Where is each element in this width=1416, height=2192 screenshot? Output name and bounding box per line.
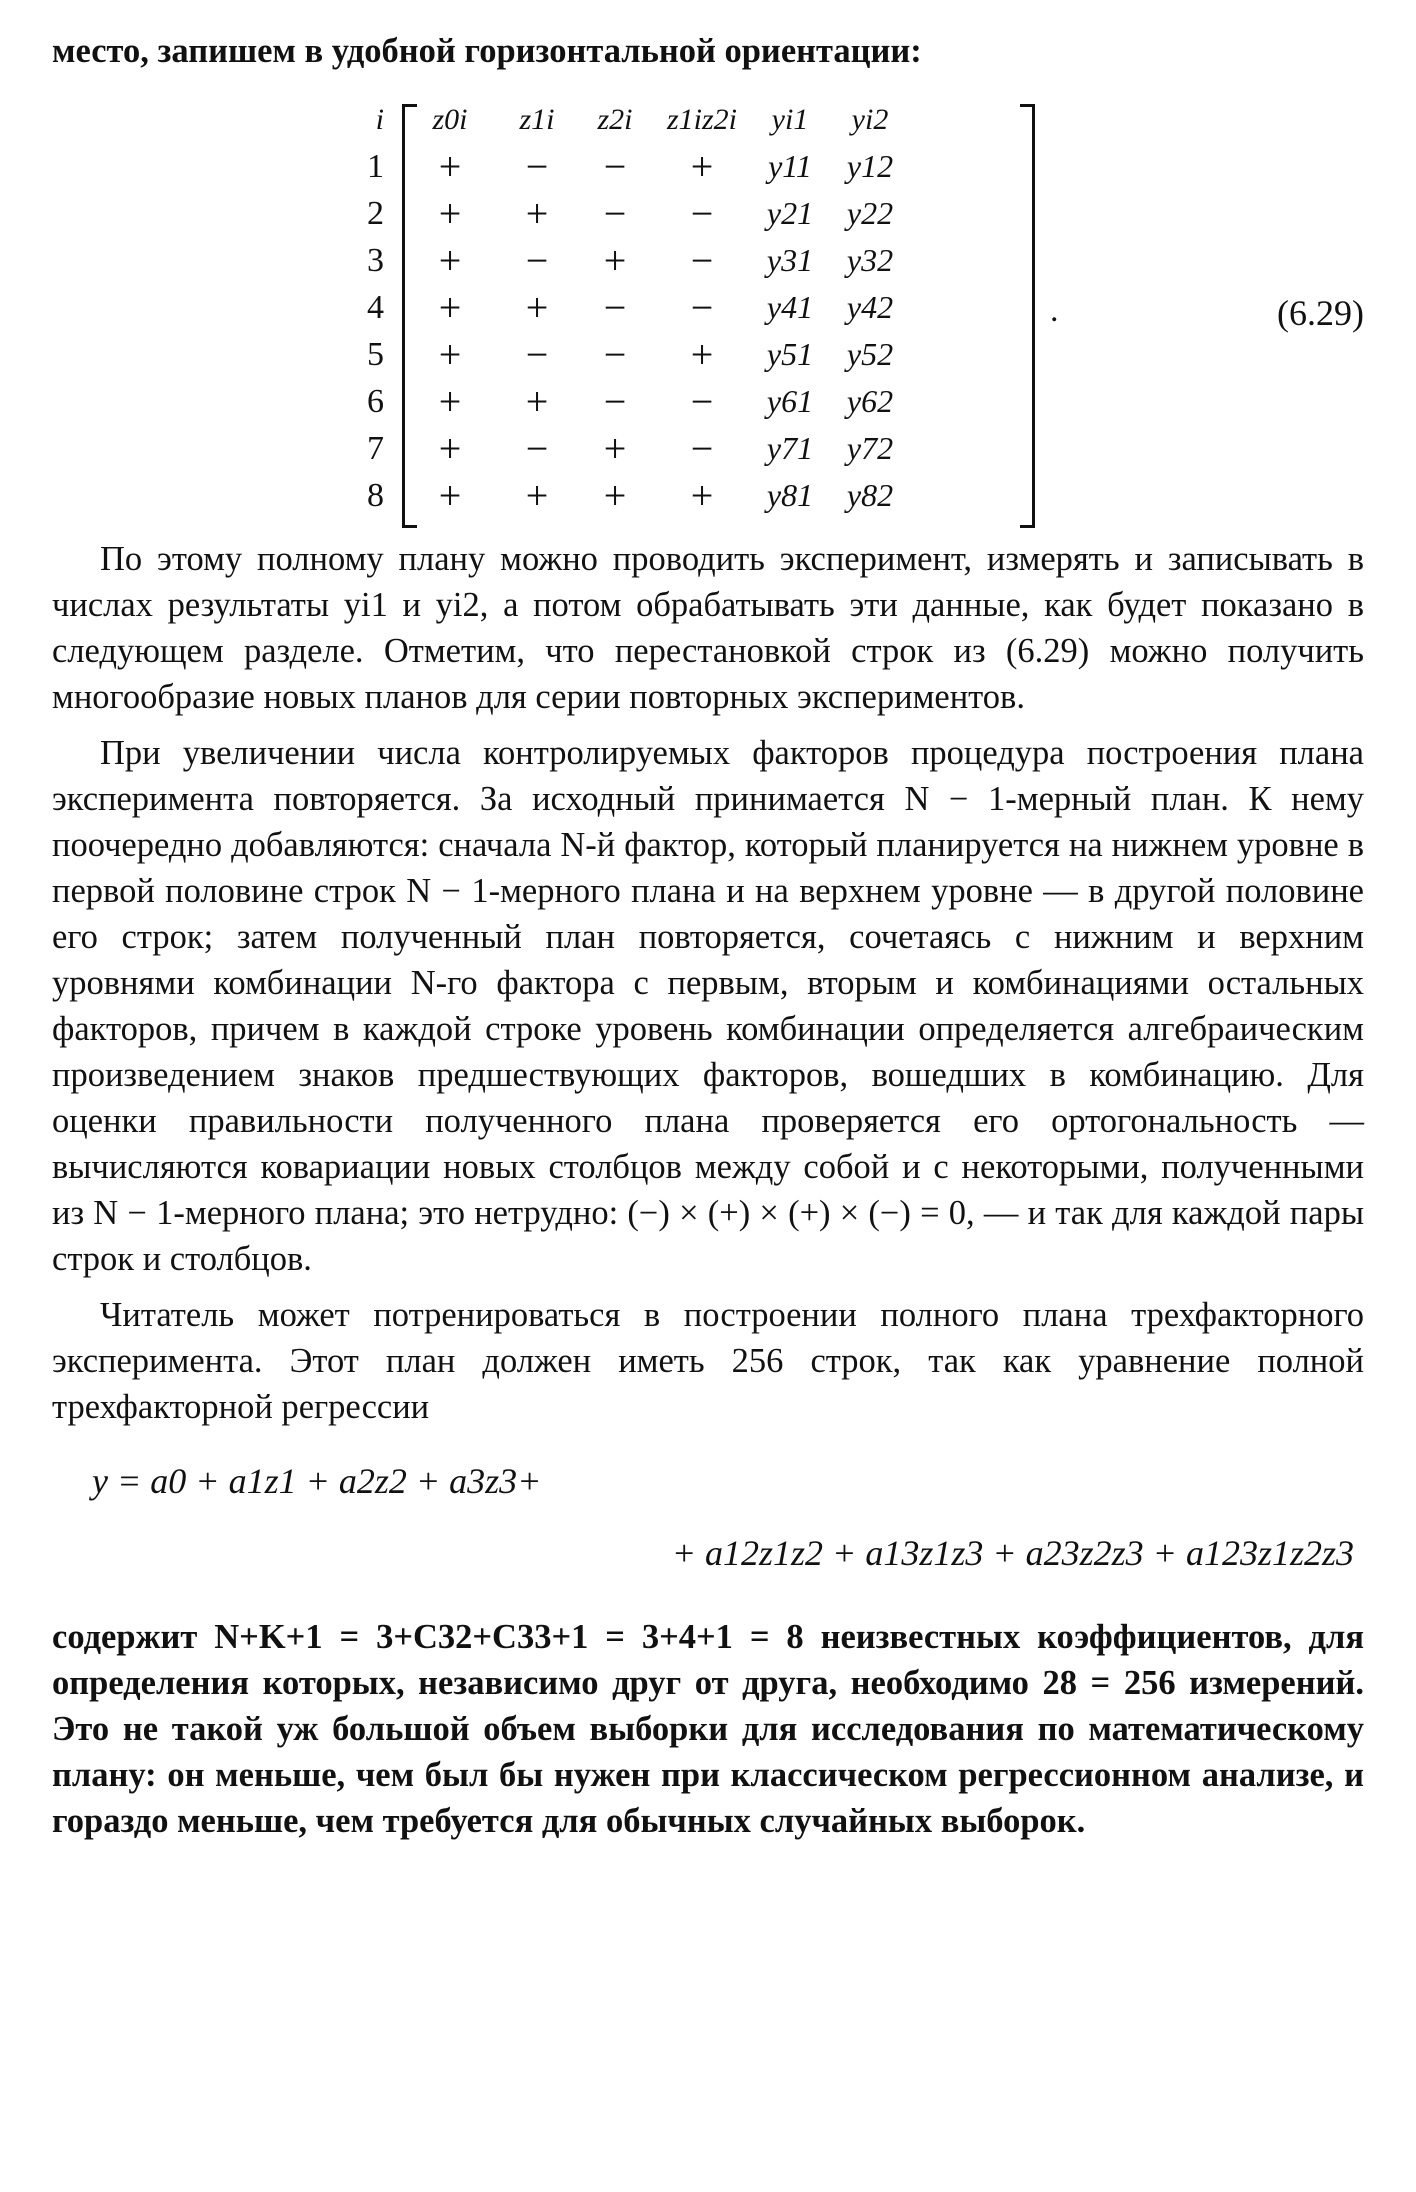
matrix-sign-cell: + [525,379,549,424]
matrix-sign-cell: + [603,238,627,283]
matrix-row-index: 4 [367,289,384,326]
matrix-row [352,284,910,331]
matrix-row-index: 6 [367,383,384,420]
matrix-response-cell: y71 [766,430,814,466]
matrix-response-cell: y31 [766,242,814,278]
paragraph-3: Читатель может потренироваться в построении полного плана трехфакторного эксперимента. Этот план должен иметь 256 строк, так как уравнение полной трехфакторной регрессии [52,1296,1364,1426]
matrix-response-cell: y32 [846,242,894,278]
matrix-sign-cell: + [438,332,462,377]
matrix-response-cell: y41 [766,289,814,325]
matrix-response-cell: y42 [846,289,894,325]
matrix-response-cell: y11 [768,148,812,184]
intro-line: место, запишем в удобной горизонтальной ориентации: [52,32,922,70]
regression-formula [52,1450,1364,1600]
matrix-row-index: 8 [367,477,384,514]
matrix-sign-cell: − [603,379,627,424]
matrix-header-cell: yi2 [851,103,889,136]
matrix-sign-cell: + [438,473,462,518]
matrix-sign-cell: − [690,238,714,283]
matrix-row [352,237,910,284]
matrix-row [352,425,910,472]
matrix-right-bracket [1020,104,1035,528]
matrix-sign-cell: + [690,473,714,518]
matrix-sign-cell: + [525,473,549,518]
matrix-sign-cell: + [603,473,627,518]
paragraph-4: содержит N+K+1 = 3+C32+C33+1 = 3+4+1 = 8 неизвестных коэффициентов, для определения которых, независимо друг от друга, необходимо 28 = 256 измерений. Это не такой уж большой объем выборки для исследования по математическому плану: он меньше, чем был бы нужен при классическом регрессионном анализе, и гораздо меньше, чем требуется для обычных случайных выборок. [52,1618,1364,1840]
matrix-sign-cell: + [525,285,549,330]
page [52,28,1364,1844]
formula-line-1: y = a0 + a1z1 + a2z2 + a3z3+ [92,1461,542,1501]
matrix-response-cell: y81 [766,477,814,513]
matrix-row [352,190,910,237]
matrix-header-cell: z2i [597,103,633,136]
matrix-row-index: 3 [367,242,384,279]
matrix-sign-cell: + [438,191,462,236]
matrix-row [352,143,910,190]
matrix-sign-cell: + [438,238,462,283]
matrix-sign-cell: − [525,426,549,471]
matrix-response-cell: y12 [846,148,894,184]
matrix-response-cell: y72 [846,430,894,466]
formula-line-2: + a12z1z2 + a13z1z3 + a23z2z3 + a123z1z2z3 [671,1533,1354,1573]
matrix-row-index: 5 [367,336,384,373]
matrix-sign-cell: − [525,144,549,189]
matrix-sign-cell: − [603,285,627,330]
matrix-row [352,331,910,378]
plan-matrix [352,96,910,519]
matrix-response-cell: y82 [846,477,894,513]
matrix-sign-cell: − [690,285,714,330]
matrix-response-cell: y21 [766,195,814,231]
paragraph-2: При увеличении числа контролируемых факторов процедура построения плана эксперимента повторяется. За исходный принимается N − 1-мерный план. К нему поочередно добавляются: сначала N-й фактор, который планируется на нижнем уровне в первой половине строк N − 1-мерного плана и на верхнем уровне — в другой половине его строк; затем полученный план повторяется, сочетаясь с нижним и верхним уровнями комбинации N-го фактора с первым, вторым и комбинациями остальных факторов, причем в каждой строке уровень комбинации определяется алгебраическим произведением знаков предшествующих факторов, вошедших в комбинацию. Для оценки правильности полученного плана проверяется его ортогональность — вычисляются ковариации новых столбцов между собой и с некоторыми, полученными из N − 1-мерного плана; это нетрудно: (−) × (+) × (+) × (−) = 0, — и так для каждой пары строк и столбцов. [52,734,1364,1278]
matrix-header-cell: z1iz2i [666,103,738,136]
matrix-response-cell: y62 [846,383,894,419]
matrix-sign-cell: − [525,238,549,283]
matrix-row-index: 7 [367,430,384,467]
matrix-sign-cell: + [603,426,627,471]
matrix-row [352,472,910,519]
matrix-row [352,378,910,425]
matrix-row-index: 2 [367,195,384,232]
matrix-sign-cell: + [438,426,462,471]
matrix-trailing-dot: . [1050,292,1059,329]
matrix-header-row [352,96,910,143]
matrix-response-cell: y61 [766,383,814,419]
matrix-sign-cell: + [438,379,462,424]
matrix-response-cell: y51 [766,336,814,372]
matrix-sign-cell: − [525,332,549,377]
matrix-sign-cell: − [690,191,714,236]
matrix-sign-cell: + [438,144,462,189]
matrix-header-cell: z0i [432,103,468,136]
matrix-sign-cell: + [690,332,714,377]
matrix-sign-cell: − [603,191,627,236]
matrix-sign-cell: − [690,426,714,471]
matrix-index-header: i [375,103,384,136]
matrix-header-cell: yi1 [771,103,809,136]
matrix-sign-cell: + [438,285,462,330]
equation-number: (6.29) [1277,293,1364,333]
plan-matrix-table [352,96,910,519]
matrix-response-cell: y22 [846,195,894,231]
matrix-response-cell: y52 [846,336,894,372]
plan-matrix-block [52,96,1364,526]
matrix-sign-cell: − [603,144,627,189]
matrix-sign-cell: − [690,379,714,424]
paragraph-1: По этому полному плану можно проводить эксперимент, измерять и записывать в числах результаты yi1 и yi2, а потом обрабатывать эти данные, как будет показано в следующем разделе. Отметим, что перестановкой строк из (6.29) можно получить многообразие новых планов для серии повторных экспериментов. [52,540,1364,716]
matrix-sign-cell: + [525,191,549,236]
matrix-sign-cell: + [690,144,714,189]
matrix-row-index: 1 [367,148,384,185]
matrix-header-cell: z1i [519,103,555,136]
matrix-sign-cell: − [603,332,627,377]
